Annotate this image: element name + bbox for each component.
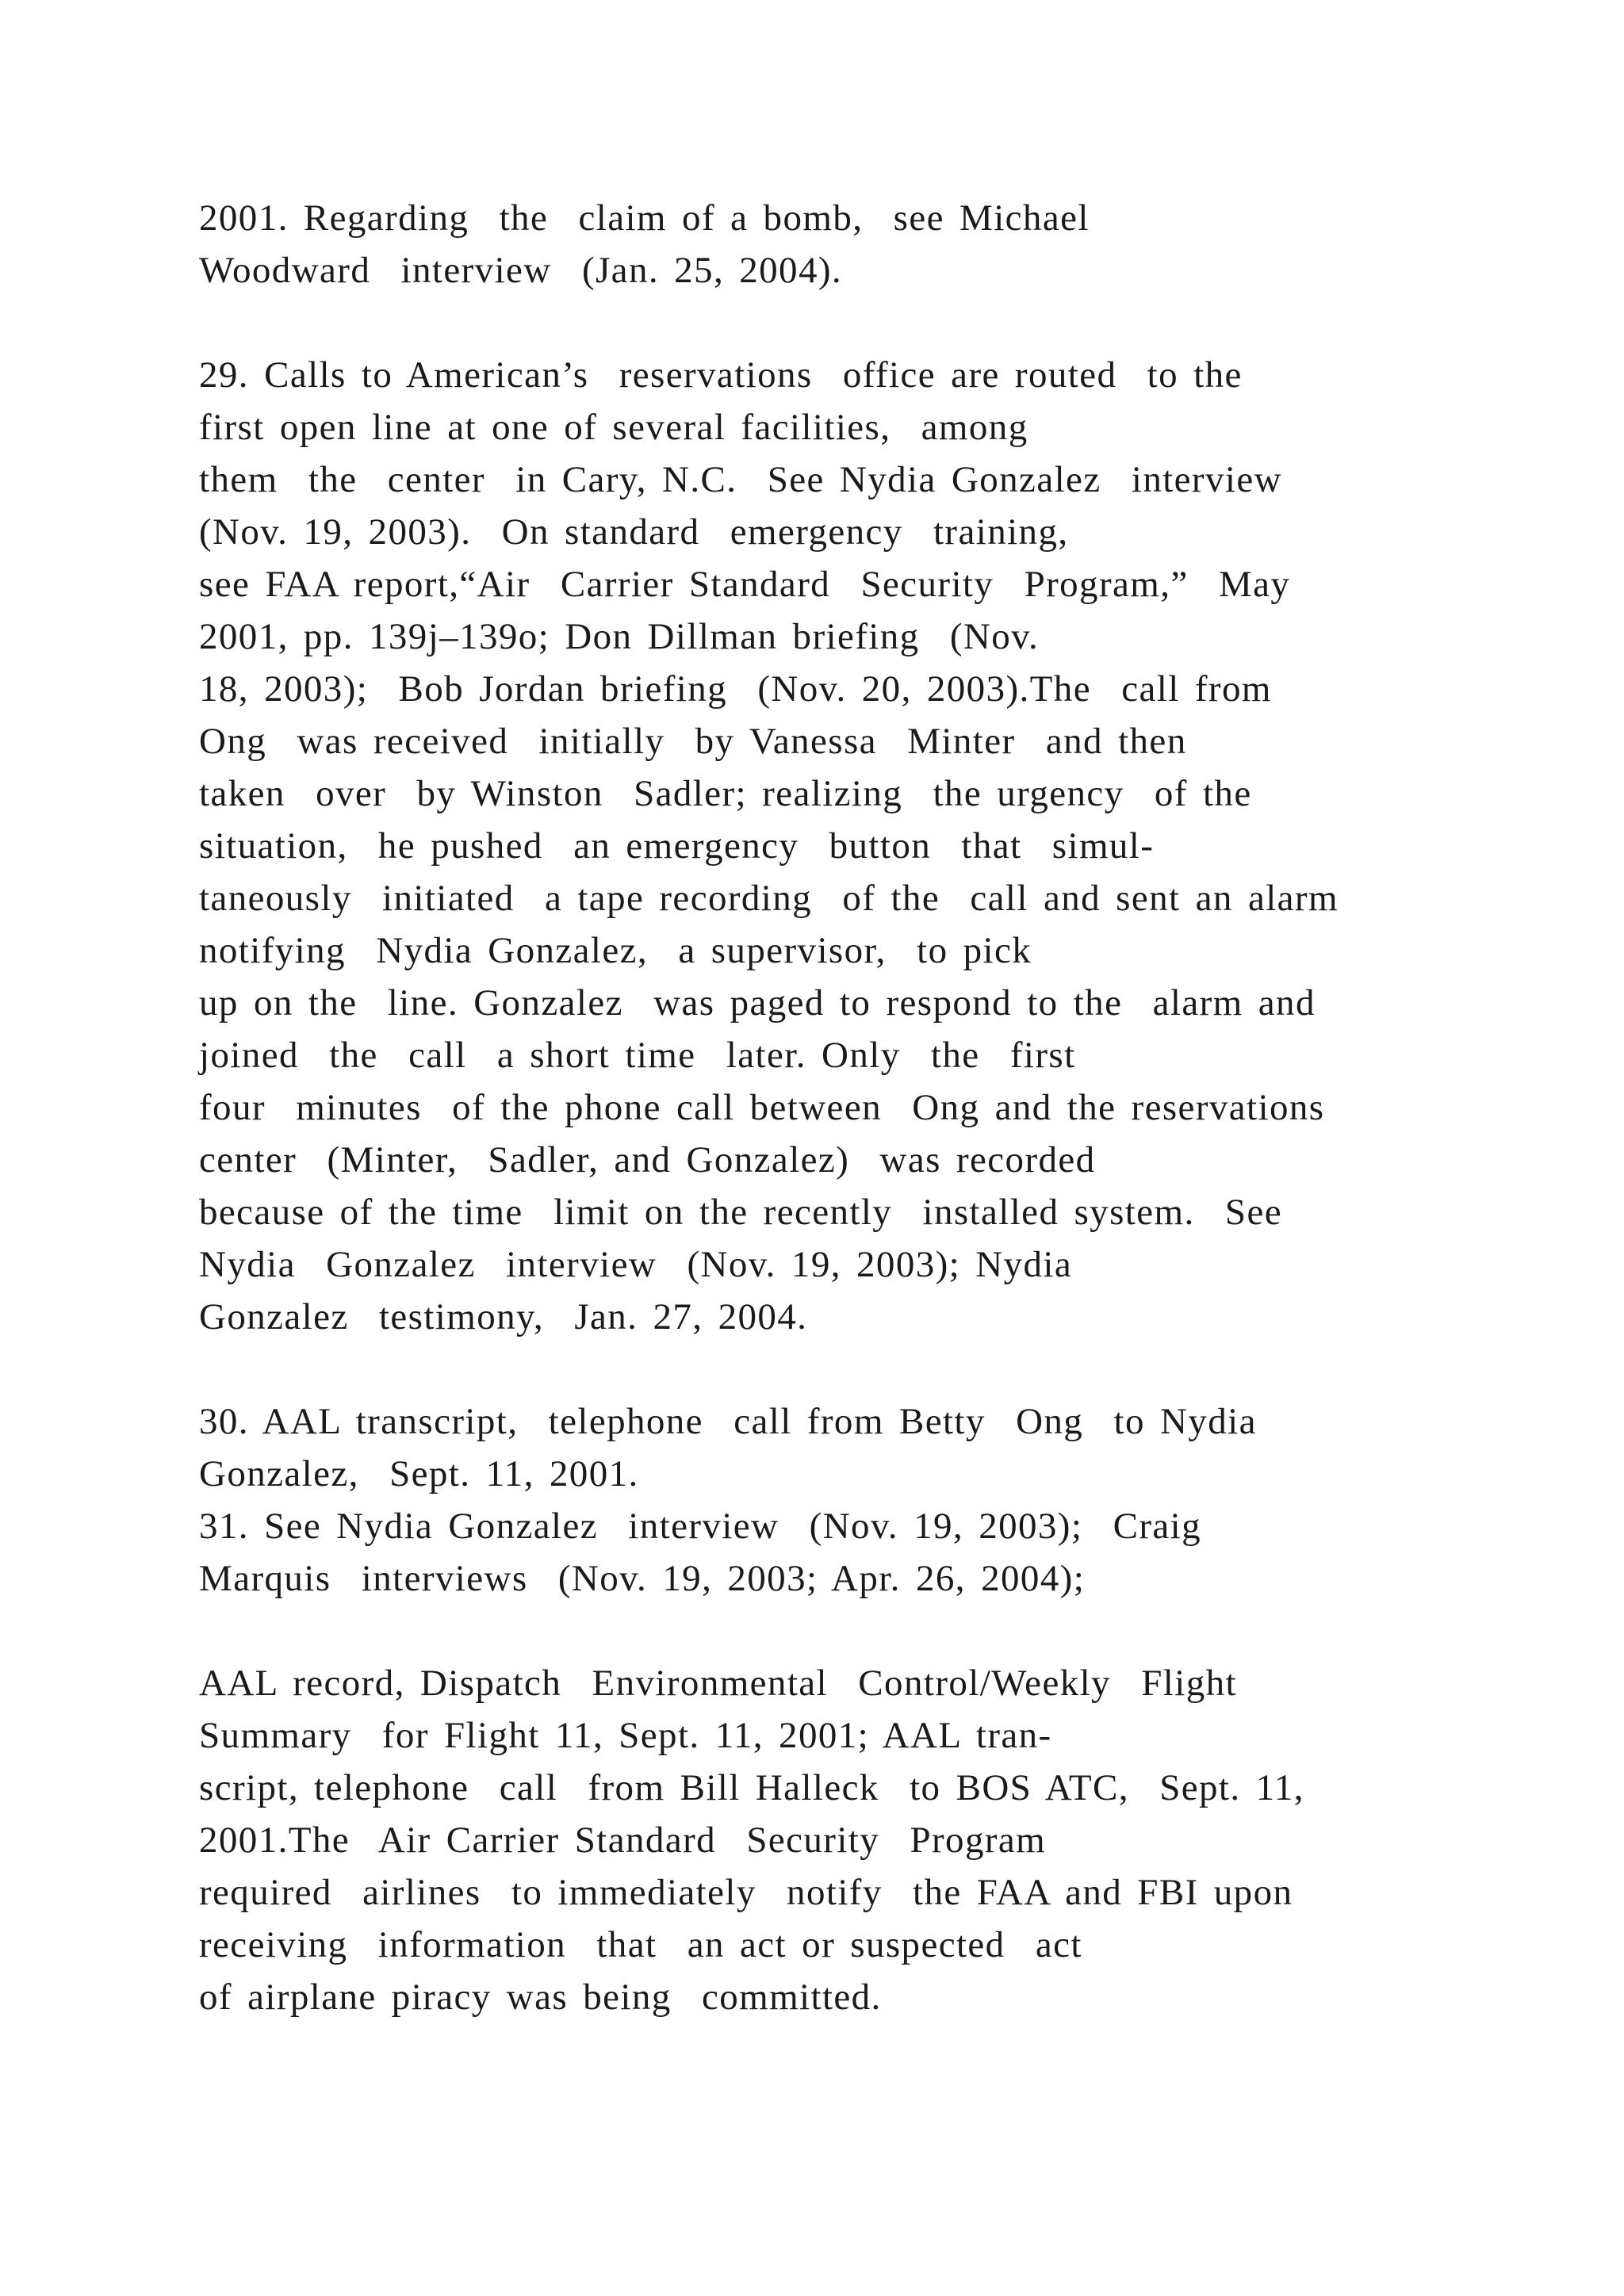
text-line: Gonzalez, Sept. 11, 2001.: [199, 1453, 639, 1494]
text-line: Woodward interview (Jan. 25, 2004).: [199, 250, 843, 291]
text-line: taneously initiated a tape recording of the call and sent an alarm: [199, 878, 1339, 919]
text-line: notifying Nydia Gonzalez, a supervisor, to pick: [199, 930, 1032, 971]
endnotes-text: [199, 192, 1547, 2023]
paragraph: [199, 1657, 1547, 2023]
text-line: taken over by Winston Sadler; realizing the urgency of the: [199, 773, 1252, 814]
paragraph: [199, 349, 1547, 1343]
text-line: required airlines to immediately notify the FAA and FBI upon: [199, 1872, 1293, 1913]
text-line: 30. AAL transcript, telephone call from Betty Ong to Nydia: [199, 1401, 1257, 1442]
text-line: Nydia Gonzalez interview (Nov. 19, 2003); Nydia: [199, 1244, 1073, 1285]
text-line: receiving information that an act or suspected act: [199, 1924, 1082, 1965]
paragraph-gap: [199, 1343, 1547, 1395]
text-line: center (Minter, Sadler, and Gonzalez) was recorded: [199, 1139, 1096, 1181]
text-line: AAL record, Dispatch Environmental Control/Weekly Flight: [199, 1663, 1237, 1704]
text-line: because of the time limit on the recently installed system. See: [199, 1192, 1282, 1233]
text-line: up on the line. Gonzalez was paged to respond to the alarm and: [199, 982, 1316, 1024]
paragraph-gap: [199, 297, 1547, 349]
text-line: them the center in Cary, N.C. See Nydia Gonzalez interview: [199, 459, 1282, 500]
paragraph: [199, 192, 1547, 297]
text-line: Ong was received initially by Vanessa Minter and then: [199, 721, 1187, 762]
paragraph: [199, 1395, 1547, 1605]
text-line: 18, 2003); Bob Jordan briefing (Nov. 20, 2003).The call from: [199, 668, 1272, 710]
text-line: Gonzalez testimony, Jan. 27, 2004.: [199, 1296, 808, 1337]
text-line: Summary for Flight 11, Sept. 11, 2001; AAL tran-: [199, 1715, 1052, 1756]
text-line: 2001, pp. 139j–139o; Don Dillman briefing (Nov.: [199, 616, 1040, 657]
text-line: (Nov. 19, 2003). On standard emergency training,: [199, 511, 1069, 553]
paragraph-gap: [199, 1605, 1547, 1657]
text-line: 2001.The Air Carrier Standard Security Program: [199, 1820, 1047, 1861]
text-line: situation, he pushed an emergency button that simul-: [199, 825, 1155, 867]
text-line: first open line at one of several facilities, among: [199, 407, 1028, 448]
text-line: 31. See Nydia Gonzalez interview (Nov. 19, 2003); Craig: [199, 1506, 1202, 1547]
text-line: joined the call a short time later. Only the first: [199, 1035, 1076, 1076]
text-line: of airplane piracy was being committed.: [199, 1976, 882, 2018]
text-line: 29. Calls to American’s reservations office are routed to the: [199, 354, 1243, 396]
text-line: 2001. Regarding the claim of a bomb, see Michael: [199, 197, 1090, 239]
text-line: script, telephone call from Bill Halleck to BOS ATC, Sept. 11,: [199, 1767, 1304, 1808]
text-line: four minutes of the phone call between Ong and the reservations: [199, 1087, 1325, 1128]
text-line: see FAA report,“Air Carrier Standard Security Program,” May: [199, 564, 1291, 605]
text-line: Marquis interviews (Nov. 19, 2003; Apr. 26, 2004);: [199, 1558, 1086, 1599]
